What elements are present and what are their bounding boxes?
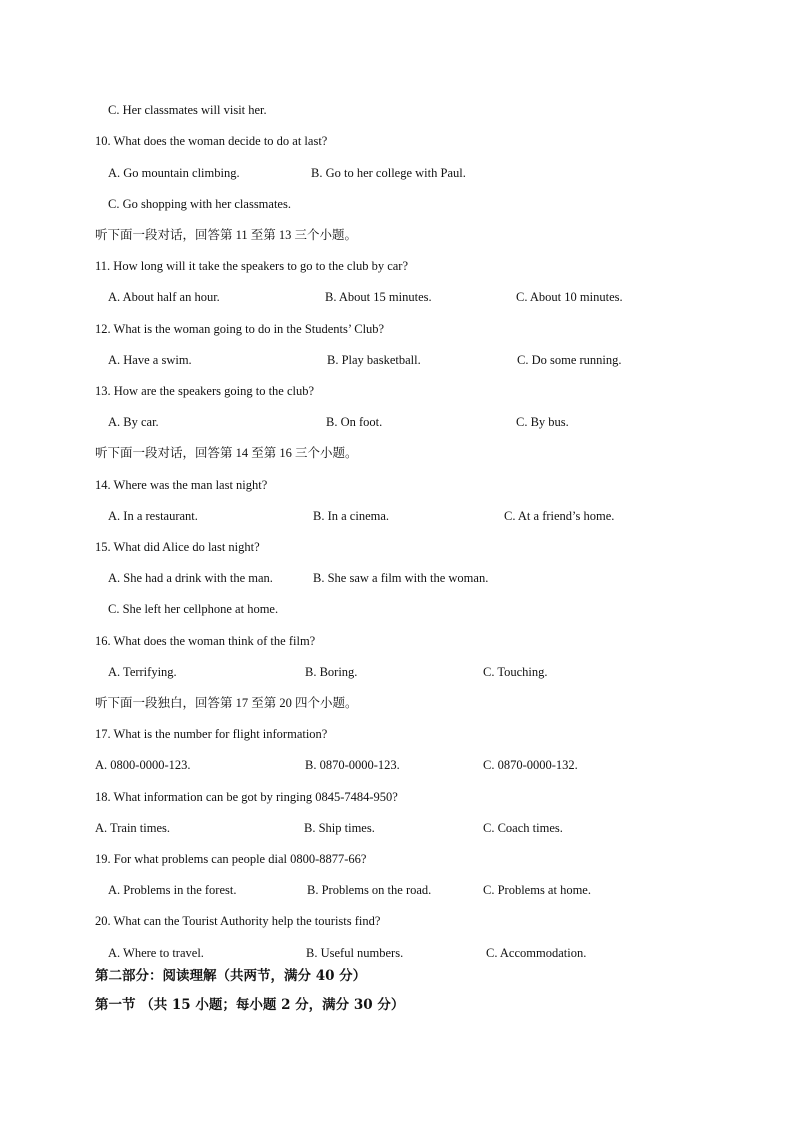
option-18c: C. Coach times. xyxy=(483,821,563,835)
option-14a: A. In a restaurant. xyxy=(108,509,198,523)
option-20a: A. Where to travel. xyxy=(108,946,204,960)
question-11: 11. How long will it take the speakers to go to the club by car? xyxy=(95,259,409,273)
option-20b: B. Useful numbers. xyxy=(306,946,404,960)
question-16: 16. What does the woman think of the film? xyxy=(95,634,316,648)
question-17: 17. What is the number for flight information? xyxy=(95,727,328,741)
question-18: 18. What information can be got by ringing 0845-7484-950? xyxy=(95,790,398,804)
option-9c: C. Her classmates will visit her. xyxy=(108,103,267,117)
option-15b: B. She saw a film with the woman. xyxy=(313,571,489,585)
part-two-heading: 第二部分：阅读理解（共两节，满分 40 分） xyxy=(95,968,367,984)
option-17a: A. 0800-0000-123. xyxy=(95,758,191,772)
option-17b: B. 0870-0000-123. xyxy=(305,758,400,772)
option-18b: B. Ship times. xyxy=(304,821,375,835)
option-13a: A. By car. xyxy=(108,415,159,429)
option-16a: A. Terrifying. xyxy=(108,665,177,679)
option-16b: B. Boring. xyxy=(305,665,358,679)
option-15a: A. She had a drink with the man. xyxy=(108,571,273,585)
question-19: 19. For what problems can people dial 0800-8877-66? xyxy=(95,852,367,866)
question-15: 15. What did Alice do last night? xyxy=(95,540,260,554)
option-13b: B. On foot. xyxy=(326,415,383,429)
question-12: 12. What is the woman going to do in the Students’ Club? xyxy=(95,322,385,336)
option-11c: C. About 10 minutes. xyxy=(516,290,623,304)
option-10b: B. Go to her college with Paul. xyxy=(311,166,466,180)
option-14b: B. In a cinema. xyxy=(313,509,390,523)
option-10a: A. Go mountain climbing. xyxy=(108,166,240,180)
option-19a: A. Problems in the forest. xyxy=(108,883,237,897)
section-instruction-17-20: 听下面一段独白，回答第 17 至第 20 四个小题。 xyxy=(95,696,358,710)
question-14: 14. Where was the man last night? xyxy=(95,478,268,492)
section-instruction-14-16: 听下面一段对话，回答第 14 至第 16 三个小题。 xyxy=(95,446,358,460)
option-11b: B. About 15 minutes. xyxy=(325,290,432,304)
option-14c: C. At a friend’s home. xyxy=(504,509,615,523)
option-18a: A. Train times. xyxy=(95,821,171,835)
option-20c: C. Accommodation. xyxy=(486,946,587,960)
question-20: 20. What can the Tourist Authority help the tourists find? xyxy=(95,914,381,928)
section-instruction-11-13: 听下面一段对话，回答第 11 至第 13 三个小题。 xyxy=(95,228,358,242)
question-10: 10. What does the woman decide to do at last? xyxy=(95,134,328,148)
option-15c: C. She left her cellphone at home. xyxy=(108,602,279,616)
option-12b: B. Play basketball. xyxy=(327,353,421,367)
option-19c: C. Problems at home. xyxy=(483,883,591,897)
option-12a: A. Have a swim. xyxy=(108,353,192,367)
option-19b: B. Problems on the road. xyxy=(307,883,432,897)
question-13: 13. How are the speakers going to the club? xyxy=(95,384,315,398)
option-17c: C. 0870-0000-132. xyxy=(483,758,578,772)
section-one-heading: 第一节 （共 15 小题；每小题 2 分，满分 30 分） xyxy=(95,997,405,1013)
option-13c: C. By bus. xyxy=(516,415,569,429)
option-11a: A. About half an hour. xyxy=(108,290,220,304)
option-16c: C. Touching. xyxy=(483,665,548,679)
option-10c: C. Go shopping with her classmates. xyxy=(108,197,291,211)
option-12c: C. Do some running. xyxy=(517,353,622,367)
